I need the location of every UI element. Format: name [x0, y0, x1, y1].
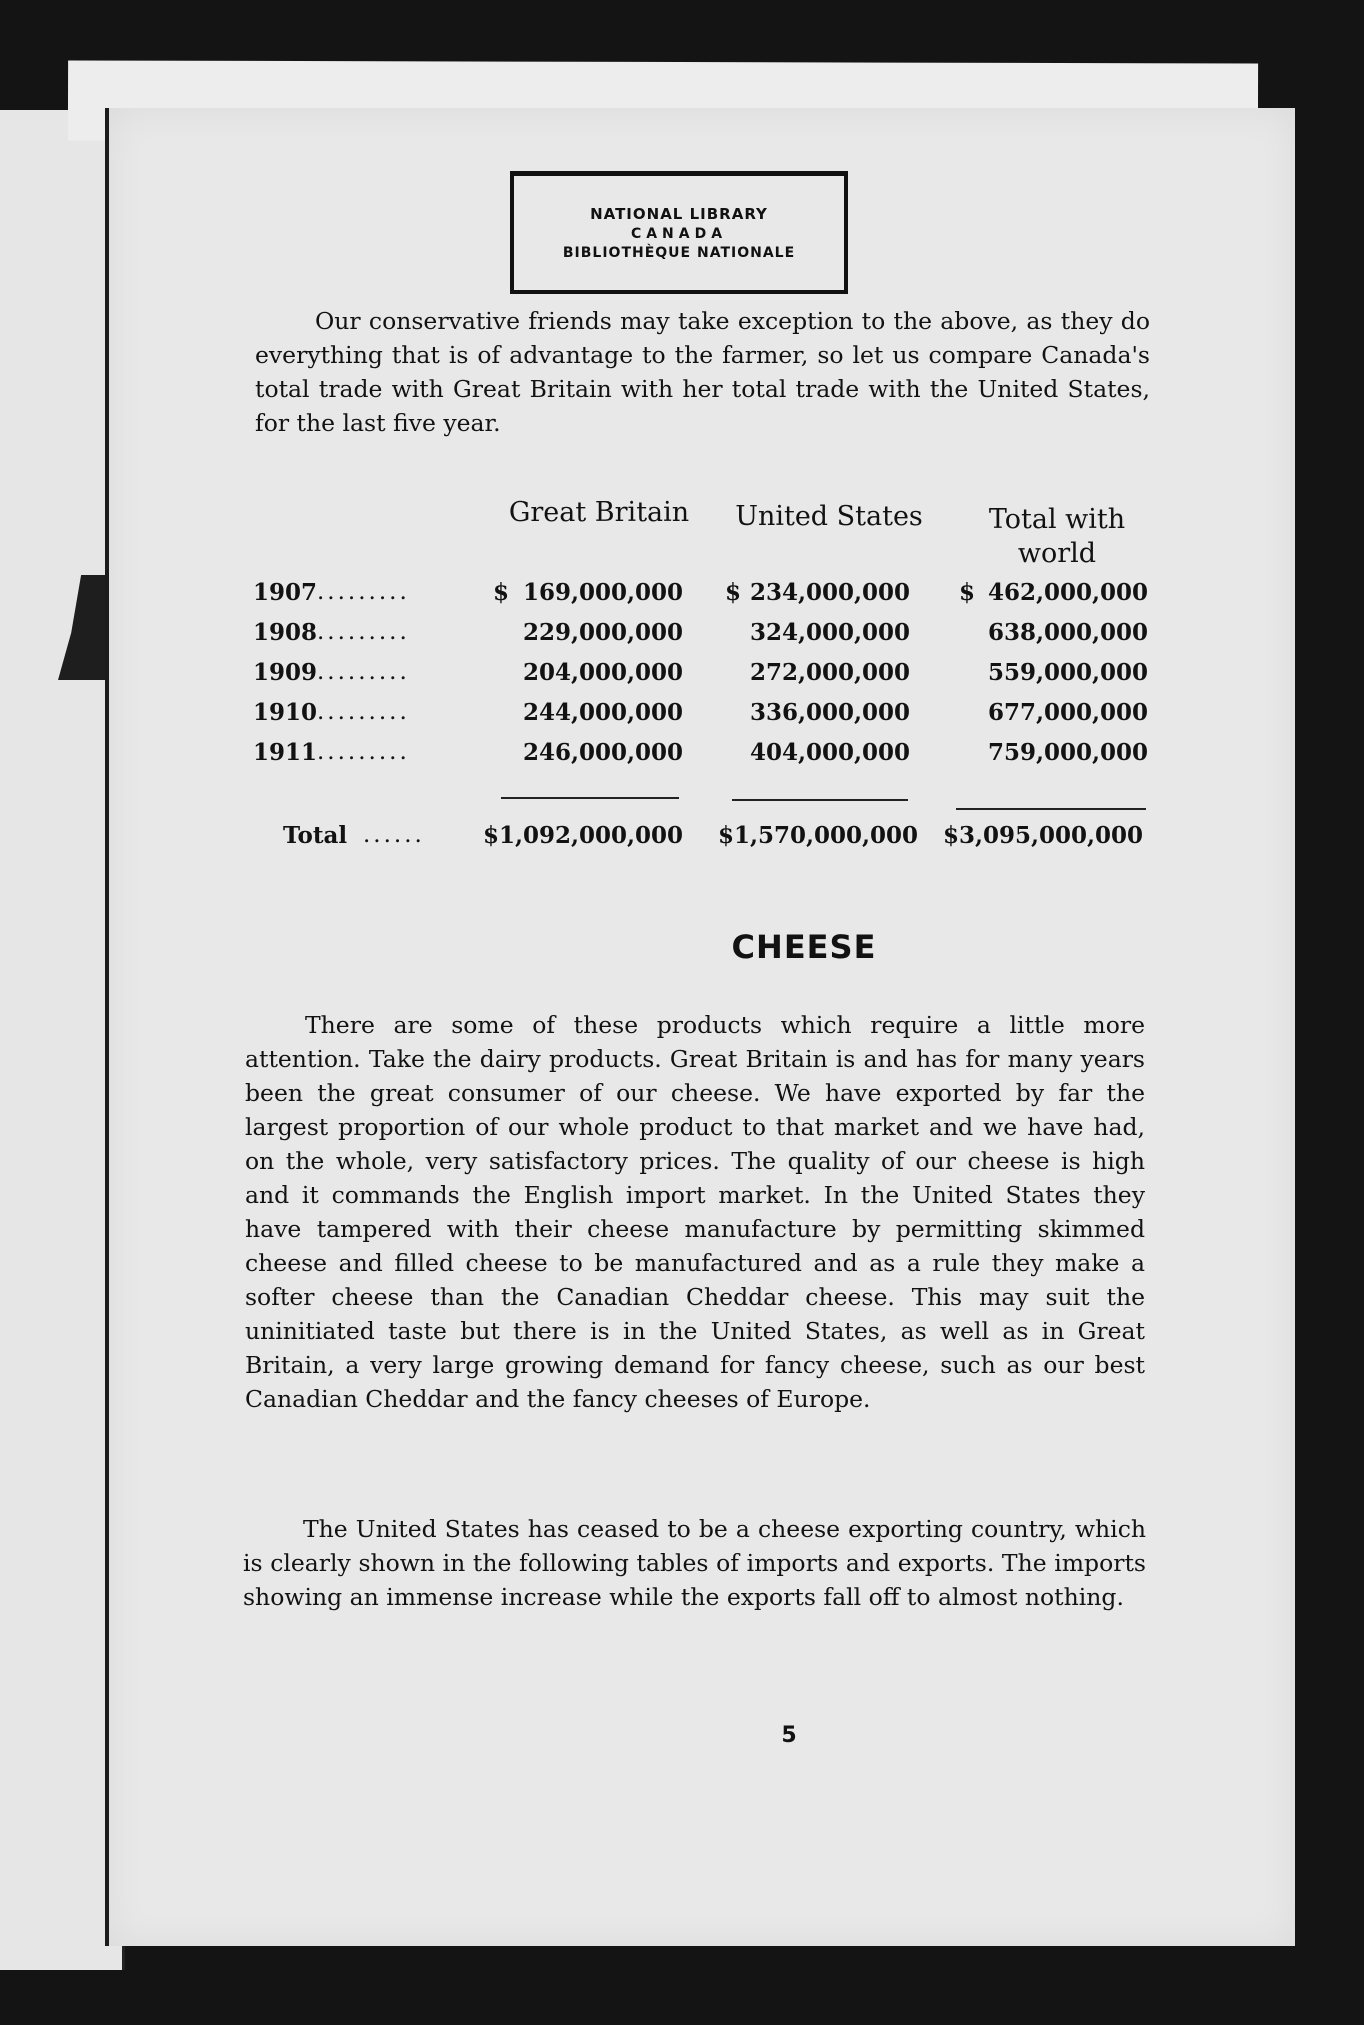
cell-total-world: 559,000,000	[987, 659, 1148, 686]
cell-total-world: 638,000,000	[987, 619, 1148, 646]
total-label: Total	[283, 822, 348, 849]
table-row	[253, 579, 1183, 613]
stamp-line-2: CANADA	[630, 226, 728, 242]
currency-symbol: $	[959, 579, 976, 606]
page-number: 5	[781, 1723, 797, 1748]
library-stamp	[510, 171, 848, 294]
cell-great-britain: 169,000,000	[522, 579, 683, 606]
cell-united-states: 336,000,000	[749, 699, 910, 726]
total-world: $3,095,000,000	[943, 822, 1144, 849]
row-leader: .........	[317, 739, 410, 765]
row-leader: .........	[317, 579, 410, 605]
row-year: 1910	[253, 699, 318, 726]
table-row	[253, 699, 1183, 733]
cell-great-britain: 204,000,000	[522, 659, 683, 686]
table-row	[253, 659, 1183, 693]
cell-united-states: 404,000,000	[749, 739, 910, 766]
stamp-line-3: BIBLIOTHÈQUE NATIONALE	[562, 245, 796, 261]
table-row	[253, 739, 1183, 773]
row-leader: .........	[317, 659, 410, 685]
total-row	[253, 822, 1183, 856]
row-year: 1911	[253, 739, 318, 766]
cell-total-world: 677,000,000	[987, 699, 1148, 726]
row-year: 1909	[253, 659, 318, 686]
column-header-united-states: United States	[735, 501, 923, 532]
cell-total-world: 462,000,000	[987, 579, 1148, 606]
cell-united-states: 324,000,000	[749, 619, 910, 646]
rule-united-states	[732, 799, 908, 801]
row-year: 1907	[253, 579, 318, 606]
cell-total-world: 759,000,000	[987, 739, 1148, 766]
cell-great-britain: 244,000,000	[522, 699, 683, 726]
table-row	[253, 619, 1183, 653]
row-year: 1908	[253, 619, 318, 646]
row-leader: .........	[317, 619, 410, 645]
currency-symbol: $	[725, 579, 742, 606]
currency-symbol: $	[493, 579, 510, 606]
total-united-states: $1,570,000,000	[718, 822, 919, 849]
cheese-paragraph: There are some of these products which require a little more attention. Take the dairy products. Great Britain is and has for many years been the great consumer of our cheese. We have exported by far the largest proportion of our whole product to that market and we have had, on the whole, very satisfactory prices. The quality of our cheese is high and it commands the English import market. In the United States they have tampered with their cheese manufacture by permitting skimmed cheese and filled cheese to be manufactured and as a rule they make a softer cheese than the Canadian Cheddar cheese. This may suit the uninitiated taste but there is in the United States, as well as in Great Britain, a very large growing demand for fancy cheese, such as our best Canadian Cheddar and the fancy cheeses of Europe.	[245, 1011, 1145, 1413]
cell-great-britain: 229,000,000	[522, 619, 683, 646]
cell-great-britain: 246,000,000	[522, 739, 683, 766]
rule-total-world	[956, 808, 1146, 810]
document-page	[105, 108, 1295, 1946]
column-header-great-britain: Great Britain	[508, 497, 690, 528]
intro-paragraph: Our conservative friends may take exception to the above, as they do everything that is of advantage to the farmer, so let us compare Canada's total trade with Great Britain with her total trade with the United States, for the last five year.	[255, 307, 1150, 437]
total-leader: ......	[363, 822, 425, 848]
row-leader: .........	[317, 699, 410, 725]
total-great-britain: $1,092,000,000	[483, 822, 684, 849]
cell-united-states: 272,000,000	[749, 659, 910, 686]
exports-paragraph: The United States has ceased to be a cheese exporting country, which is clearly shown in the following tables of imports and exports. The imports showing an immense increase while the exports fall off to almost nothing.	[243, 1515, 1146, 1611]
cell-united-states: 234,000,000	[749, 579, 910, 606]
rule-great-britain	[501, 797, 679, 799]
section-heading-cheese: CHEESE	[731, 928, 877, 966]
stamp-line-1: NATIONAL LIBRARY	[590, 205, 768, 223]
column-header-total-world: Total with world	[988, 504, 1126, 569]
